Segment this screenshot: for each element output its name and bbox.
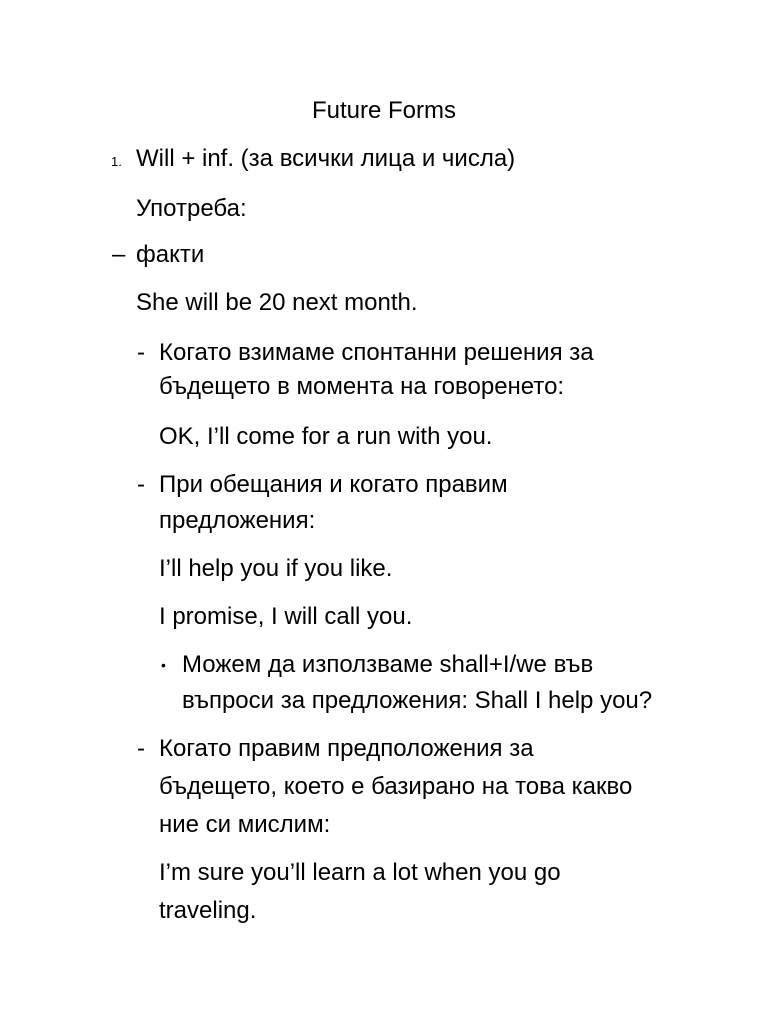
shall-note-line2: въпроси за предложения: Shall I help you? xyxy=(182,687,653,714)
predictions-text-line1: Когато правим предположения за xyxy=(159,735,534,762)
predictions-dash: - xyxy=(137,735,145,762)
spontaneous-text-line1: Когато взимаме спонтанни решения за xyxy=(159,339,594,366)
predictions-text-line3: ние си мислим: xyxy=(159,811,331,838)
facts-dash: – xyxy=(112,241,126,268)
promises-text-line2: предложения: xyxy=(159,507,316,534)
spontaneous-example: OK, I’ll come for a run with you. xyxy=(159,423,493,450)
facts-label: факти xyxy=(136,241,205,268)
section-heading: Will + inf. (за всички лица и числа) xyxy=(136,145,516,172)
shall-note-line1: Можем да използваме shall+I/we във xyxy=(182,651,594,678)
predictions-text-line2: бъдещето, което е базирано на това какво xyxy=(159,773,633,800)
spontaneous-text-line2: бъдещето в момента на говоренето: xyxy=(159,373,565,400)
promises-dash: - xyxy=(137,471,145,498)
spontaneous-dash: - xyxy=(137,339,145,366)
page-title: Future Forms xyxy=(311,97,457,124)
promises-example1: I’ll help you if you like. xyxy=(159,555,393,582)
shall-bullet: • xyxy=(161,657,166,673)
predictions-example-line1: I’m sure you’ll learn a lot when you go xyxy=(159,859,561,886)
usage-label: Употреба: xyxy=(136,195,247,222)
promises-text-line1: При обещания и когато правим xyxy=(159,471,508,498)
predictions-example-line2: traveling. xyxy=(159,897,257,924)
list-number: 1. xyxy=(111,154,122,169)
promises-example2: I promise, I will call you. xyxy=(159,603,413,630)
facts-example: She will be 20 next month. xyxy=(136,289,418,316)
